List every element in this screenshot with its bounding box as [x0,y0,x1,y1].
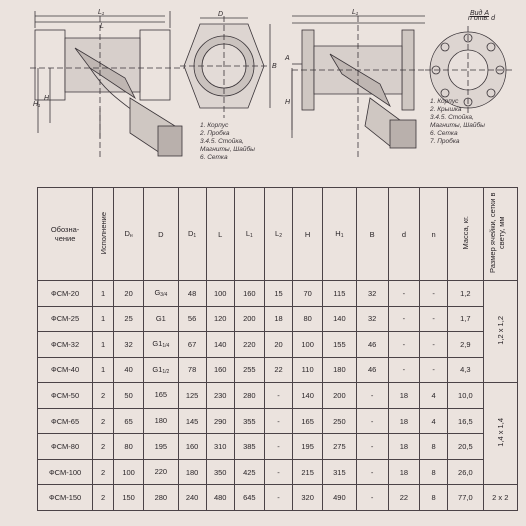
table-row [38,383,518,409]
cell-n: - [420,281,448,307]
cell-l2: 18 [264,306,292,332]
header-l: L [206,188,234,281]
cell-l: 160 [206,357,234,383]
cell-h1: 115 [323,281,356,307]
cell-mass: 77,0 [448,485,483,511]
dim-label-l1: L₁ [98,9,105,16]
cell-mass: 16,5 [448,408,483,434]
cell-exec: 1 [93,306,114,332]
header-d: D [144,188,178,281]
cell-n: 4 [420,383,448,409]
cell-dn: 20 [113,281,143,307]
dim-label-l1-right: L₁ [352,9,359,16]
cell-h1: 140 [323,306,356,332]
cell-h: 165 [293,408,323,434]
cell-b: - [356,383,388,409]
cell-name: ФСМ-100 [38,459,93,485]
dim-label-a: А [285,55,290,62]
cell-mass: 20,5 [448,434,483,460]
cell-dd: - [388,281,419,307]
left-filter-drawing [30,11,190,158]
cell-l2: - [264,383,292,409]
cell-name: ФСМ-50 [38,383,93,409]
cell-d1: 56 [178,306,206,332]
cell-l2: 15 [264,281,292,307]
cell-name: ФСМ-20 [38,281,93,307]
cell-h: 80 [293,306,323,332]
dim-label-h1: H₁ [33,101,41,108]
cell-mesh-group: 1,4 х 1,4 [483,383,517,485]
table-row [38,332,518,358]
header-l2: $L_2$ [264,188,292,281]
dim-label-d: D [218,11,224,18]
cell-d: $G1_{1/2}$ [144,357,178,383]
cell-exec: 2 [93,459,114,485]
cell-n: 8 [420,485,448,511]
cell-d1: 180 [178,459,206,485]
cell-h1: 180 [323,357,356,383]
legend-item: 1. Корпус [430,98,459,105]
cell-exec: 2 [93,485,114,511]
cell-d1: 125 [178,383,206,409]
cell-dd: 18 [388,434,419,460]
dim-label-b: B [272,63,277,70]
cell-b: 46 [356,332,388,358]
legend-item: 3.4.5. Стойка, Магниты, Шайбы [200,138,255,153]
left-legend [200,122,270,162]
table-row [38,434,518,460]
legend-item: 3.4.5. Стойка, [430,114,474,121]
cell-l2: - [264,485,292,511]
right-legend [430,98,510,146]
right-filter-drawing [292,16,425,158]
cell-h: 140 [293,383,323,409]
cell-h1: 490 [323,485,356,511]
specification-table [37,187,518,511]
cell-exec: 2 [93,434,114,460]
cell-name: ФСМ-65 [38,408,93,434]
cell-b: - [356,408,388,434]
cell-dd: 22 [388,485,419,511]
table-row [38,459,518,485]
legend-item: 7. Пробка [430,138,460,145]
cell-n: 8 [420,434,448,460]
cell-l2: - [264,459,292,485]
cell-l1: 425 [234,459,264,485]
cell-h: 215 [293,459,323,485]
table-row [38,281,518,307]
cell-h: 100 [293,332,323,358]
table-row [38,408,518,434]
cell-d1: 145 [178,408,206,434]
cell-mass: 1,2 [448,281,483,307]
cell-h1: 315 [323,459,356,485]
cell-d: $G_{3/4}$ [144,281,178,307]
cell-dn: 80 [113,434,143,460]
dim-label-h-right: H [285,99,291,106]
cell-h: 110 [293,357,323,383]
cell-n: 4 [420,408,448,434]
legend-item: Магниты, Шайбы [430,122,485,129]
header-b: B [356,188,388,281]
cell-b: - [356,459,388,485]
header-mass: Масса, кг. [448,188,483,281]
cell-name: ФСМ-40 [38,357,93,383]
header-mesh: Размер ячейки, сетки в свету, мм [483,188,517,281]
cell-name: ФСМ-150 [38,485,93,511]
cell-exec: 1 [93,281,114,307]
cell-l1: 255 [234,357,264,383]
cell-d1: 67 [178,332,206,358]
header-d1: $D_1$ [178,188,206,281]
cell-l1: 220 [234,332,264,358]
cell-d: 280 [144,485,178,511]
cell-l2: 20 [264,332,292,358]
cell-l1: 200 [234,306,264,332]
legend-item: 2. Крышка [430,106,462,113]
header-designation: Обозна- чение [38,188,93,281]
cell-l1: 355 [234,408,264,434]
cell-d: $G1_{1/4}$ [144,332,178,358]
cell-dd: - [388,332,419,358]
table-row [38,357,518,383]
cell-dn: 50 [113,383,143,409]
cell-b: 46 [356,357,388,383]
cell-mass: 4,3 [448,357,483,383]
header-h: H [293,188,323,281]
cell-b: 32 [356,306,388,332]
cell-l: 140 [206,332,234,358]
cell-dn: 32 [113,332,143,358]
cell-d1: 48 [178,281,206,307]
cell-d: 165 [144,383,178,409]
cell-n: - [420,357,448,383]
cell-exec: 2 [93,383,114,409]
cell-l: 120 [206,306,234,332]
cell-d: G1 [144,306,178,332]
table-row [38,306,518,332]
cell-mass: 10,0 [448,383,483,409]
cell-h1: 275 [323,434,356,460]
cell-h1: 155 [323,332,356,358]
dim-label-h: H [44,95,50,102]
cell-d1: 240 [178,485,206,511]
header-dd: d [388,188,419,281]
technical-drawings [30,8,520,186]
cell-dn: 100 [113,459,143,485]
legend-item: 1. Корпус [200,122,229,129]
cell-l: 290 [206,408,234,434]
cell-exec: 1 [93,357,114,383]
cell-d: 180 [144,408,178,434]
cell-l1: 645 [234,485,264,511]
header-l1: $L_1$ [234,188,264,281]
cell-h: 195 [293,434,323,460]
cell-d1: 160 [178,434,206,460]
cell-l: 350 [206,459,234,485]
cell-b: 32 [356,281,388,307]
cell-dn: 25 [113,306,143,332]
cell-n: - [420,306,448,332]
table-row [38,485,518,511]
cell-b: - [356,485,388,511]
cell-l: 480 [206,485,234,511]
cell-n: 8 [420,459,448,485]
cell-mesh-group: 1,2 х 1,2 [483,281,517,383]
dim-label-l: L [100,23,104,30]
cell-dn: 40 [113,357,143,383]
header-dn: $D_н$ [113,188,143,281]
cell-l: 100 [206,281,234,307]
header-h1: $H_1$ [323,188,356,281]
cell-dd: - [388,357,419,383]
cell-mesh-group: 2 х 2 [483,485,517,511]
cell-l2: 22 [264,357,292,383]
cell-name: ФСМ-32 [38,332,93,358]
cell-exec: 2 [93,408,114,434]
table-header-row [38,188,518,281]
cell-mass: 26,0 [448,459,483,485]
cell-dd: - [388,306,419,332]
cell-dd: 18 [388,459,419,485]
legend-item: 6. Сетка [200,154,228,161]
cell-h1: 200 [323,383,356,409]
dim-label-holes: n отв. d [468,15,495,22]
cell-h: 320 [293,485,323,511]
cell-l: 310 [206,434,234,460]
cell-dn: 65 [113,408,143,434]
cell-h: 70 [293,281,323,307]
cell-dd: 18 [388,383,419,409]
cell-l: 230 [206,383,234,409]
legend-item: 2. Пробка [200,130,230,137]
legend-item: 6. Сетка [430,130,458,137]
cell-n: - [420,332,448,358]
cell-exec: 1 [93,332,114,358]
cell-dd: 18 [388,408,419,434]
cell-l2: - [264,408,292,434]
cell-h1: 250 [323,408,356,434]
view-a-label: Вид А [470,10,490,17]
cell-b: - [356,434,388,460]
cell-mass: 1,7 [448,306,483,332]
cell-dn: 150 [113,485,143,511]
cell-d: 220 [144,459,178,485]
cell-name: ФСМ-80 [38,434,93,460]
cell-l1: 280 [234,383,264,409]
cell-d1: 78 [178,357,206,383]
cell-l1: 385 [234,434,264,460]
header-execution: Исполнение [93,188,114,281]
cell-mass: 2,9 [448,332,483,358]
cell-name: ФСМ-25 [38,306,93,332]
cell-l1: 160 [234,281,264,307]
middle-hex-drawing [180,16,270,118]
cell-l2: - [264,434,292,460]
cell-d: 195 [144,434,178,460]
header-n: n [420,188,448,281]
